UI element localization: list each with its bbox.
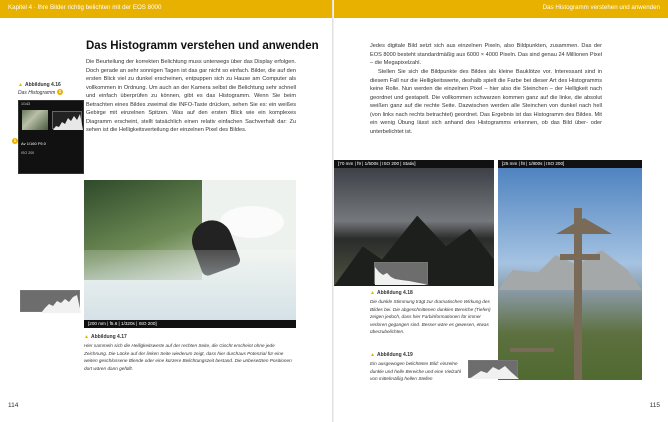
section-header-bar xyxy=(334,0,668,18)
left-page xyxy=(0,0,333,422)
triangle-icon: ▲ xyxy=(370,352,375,358)
body-paragraph-2: Stellen Sie sich die Bildpunkte des Bildes als kleine Bauklötze vor. Interessant sind in diesem Fall nur die Helligkeitswerte, deshalb spielt die Farbe bei dieser Art des Histogramms keine Rolle. Nun werden die einzelnen Pixel – hier also die Steinchen – der Helligkeit nach geordnet und gestapelt. Die vollkommen schwarzen kommen ganz auf die linke, die absolut weißen ganz auf die rechte Seite. Dazwischen werden alle Steinchen von dunkel nach hell (von links nach rechts betrachtet) geordnet. Das Ergebnis ist das Histogramm des Bildes. Mit ein wenig Übung lässt sich anhand des Histogramms erkennen, ob das Bild über- oder unterbelichtet ist. xyxy=(370,69,602,135)
signpost-photo xyxy=(498,168,642,380)
figure-label-4-19: ▲ Abbildung 4.19 xyxy=(370,352,413,358)
triangle-icon: ▲ xyxy=(84,334,89,340)
section-header: Das Histogramm verstehen und anwenden xyxy=(542,4,660,11)
photo1-exif-bar: [70 mm | f9 | 1/500s | ISO 200 | Stativ] xyxy=(334,160,494,168)
histogram-graph xyxy=(53,112,83,130)
distant-mountains xyxy=(498,240,642,290)
figure-caption-4-19: Ein ausgewogen belichtetes Bild: einzelne dunkle und helle Bereiche und eine Vielzahl von mittelmäßig hellen Stellen xyxy=(370,361,461,381)
figure-caption-4-17: Hier sammeln sich die Helligkeitswerte auf der rechten Seite, die Gischt erscheint ohne jede Zeichnung. Die Lücke auf der linken Seite wiederum zeigt, dass hier durchaus Potenzial für eine weiten geschlossene Blende oder eine kürzere Belichtungszeit bestand. Die unbesetzten Positionen dort wären dann gefüllt. xyxy=(84,343,292,371)
triangle-icon: ▲ xyxy=(370,290,375,296)
right-page xyxy=(334,0,668,422)
histogram-inset xyxy=(20,290,80,312)
signpost-roof xyxy=(556,218,612,234)
figure-label-4-16: ▲ Abbildung 4.16 xyxy=(18,82,61,88)
histogram-graph xyxy=(21,291,81,313)
page-number: 114 xyxy=(8,402,19,409)
section-title: Das Histogramm verstehen und anwenden xyxy=(86,40,319,52)
figure-label-4-17: ▲ Abbildung 4.17 xyxy=(84,334,127,340)
histogram-graph xyxy=(469,361,519,379)
chapter-header: Kapitel 4 · Ihre Bilder richtig belichten mit der EOS 8000 xyxy=(8,4,162,11)
camera-iso-readout: ISO 200 xyxy=(21,151,35,155)
camera-exposure-readout: Av 1/160 F9.0 xyxy=(21,141,46,146)
histogram-inset xyxy=(374,262,428,284)
wakeboard-photo xyxy=(84,180,296,320)
camera-thumbnail xyxy=(22,110,48,130)
histogram-inset xyxy=(468,360,518,378)
body-paragraph-1: Jedes digitale Bild setzt sich aus einzelnen Pixeln, also Bildpunkten, zusammen. Das der EOS 8000 besteht standardmäßig aus 6000 × 4000 Pixeln. Das sind genau 24 Millionen Pixel – die Megapixelzahl. xyxy=(370,43,602,66)
photo2-exif-bar: [25 mm | f8 | 1/800s | ISO 200] xyxy=(498,160,642,168)
camera-marker: 1 xyxy=(13,138,17,143)
photo-exif-bar: [200 mm | f5.6 | 1/320s | ISO 200] xyxy=(84,320,296,328)
camera-display xyxy=(18,100,84,174)
bench xyxy=(510,348,554,352)
histogram-graph xyxy=(375,263,429,285)
photo-spray xyxy=(84,250,296,320)
page-number: 115 xyxy=(649,402,660,409)
camera-histogram xyxy=(52,111,82,129)
signpost-arm xyxy=(560,254,600,260)
figure-caption-4-18: Die dunkle Stimmung trägt zur dramatischen Wirkung des Bildes bei. Die abgeschnittenen dunklen Bereiche (Tiefen) zeigen jedoch, dass hier Farbinformationen für immer verloren gegangen sind. Besser wäre es gewesen, etwas überzubelichten. xyxy=(370,299,491,334)
chapter-header-bar xyxy=(0,0,333,18)
figure-label-4-18: ▲ Abbildung 4.18 xyxy=(370,290,413,296)
camera-display-top: 1/143 xyxy=(21,102,30,106)
figure-subtitle: Das Histogramm xyxy=(18,90,56,96)
intro-paragraph: Die Beurteilung der korrekten Belichtung muss unterwegs über das Display erfolgen. Doch gerade an sehr sonnigen Tagen ist das gar nicht so einfach. Bilder, die auf den ersten Blick viel zu dunkel erscheinen, entpuppen sich zu Hause am Computer als vollkommen in Ordnung. Um auch an der Kamera selbst die Belichtung sehr schnell und einfach überprüfen zu können, gibt es das Histogramm. Wenn Sie beim Betrachten eines Bildes zweimal die INFO-Taste drücken, sehen Sie es: ein weißes Gebirge mit einzelnen Spitzen. Was auf den ersten Blick wie ein komplexes Diagramm erscheint, stellt tatsächlich einen relativ einfachen Sachverhalt dar: Zu sehen ist die Helligkeitsverteilung der einzelnen Pixel des Bildes. xyxy=(86,59,296,133)
triangle-icon: ▲ xyxy=(18,82,23,88)
figure-marker: 1 xyxy=(58,89,62,94)
